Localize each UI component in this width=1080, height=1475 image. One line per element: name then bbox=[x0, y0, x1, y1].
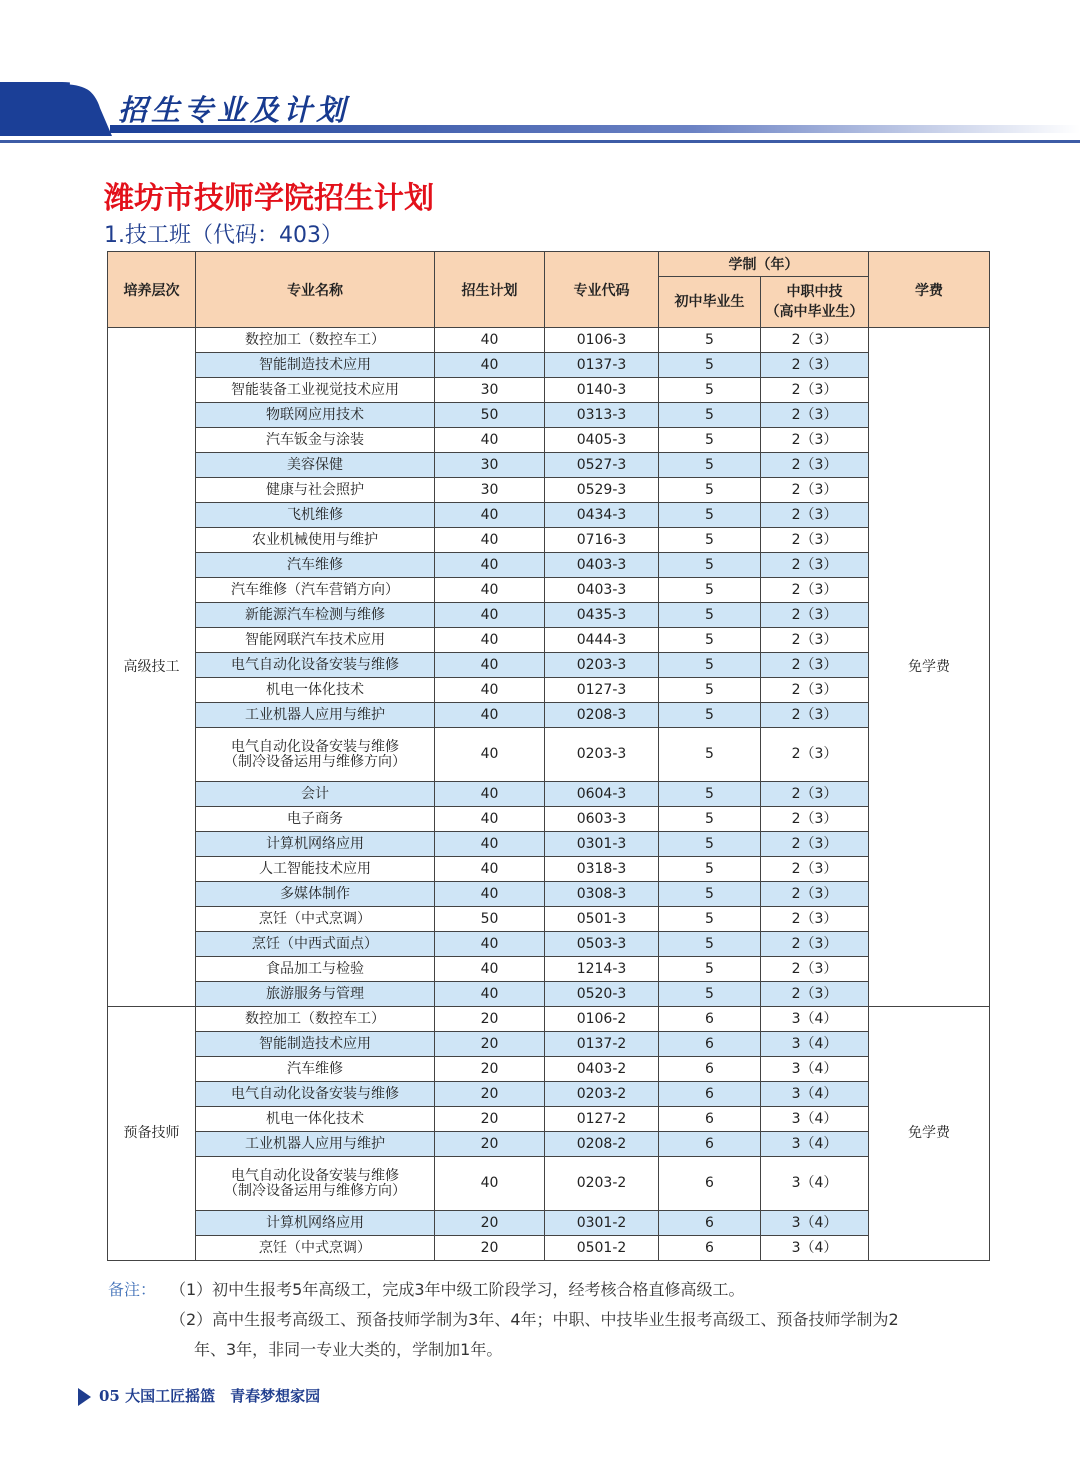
header-level: 培养层次 bbox=[108, 252, 196, 328]
senior-cell: 3（4） bbox=[761, 1082, 869, 1107]
table-row bbox=[108, 1082, 990, 1107]
plan-cell: 40 bbox=[435, 982, 545, 1007]
note-line-3: 年、3年，非同一专业大类的，学制加1年。 bbox=[194, 1340, 503, 1359]
major-name-cell bbox=[196, 728, 435, 782]
major-name: 工业机器人应用与维护 bbox=[245, 1135, 385, 1152]
junior-cell: 5 bbox=[659, 528, 761, 553]
major-name-cell bbox=[196, 328, 435, 353]
junior-cell: 5 bbox=[659, 353, 761, 378]
junior-cell: 5 bbox=[659, 428, 761, 453]
header-fee: 学费 bbox=[869, 252, 990, 328]
junior-cell: 5 bbox=[659, 703, 761, 728]
major-name-cell bbox=[196, 453, 435, 478]
junior-cell: 5 bbox=[659, 628, 761, 653]
table-row bbox=[108, 882, 990, 907]
major-name: 电子商务 bbox=[287, 810, 343, 827]
junior-cell: 6 bbox=[659, 1032, 761, 1057]
table-row bbox=[108, 1157, 990, 1211]
senior-cell: 3（4） bbox=[761, 1132, 869, 1157]
senior-cell: 2（3） bbox=[761, 857, 869, 882]
plan-cell: 40 bbox=[435, 782, 545, 807]
senior-cell: 2（3） bbox=[761, 478, 869, 503]
enrollment-plan-table bbox=[107, 251, 990, 1261]
senior-cell: 2（3） bbox=[761, 553, 869, 578]
major-name-cell bbox=[196, 1236, 435, 1261]
junior-cell: 5 bbox=[659, 907, 761, 932]
senior-cell: 2（3） bbox=[761, 528, 869, 553]
major-name-cell bbox=[196, 578, 435, 603]
plan-cell: 40 bbox=[435, 882, 545, 907]
senior-cell: 3（4） bbox=[761, 1107, 869, 1132]
table-row bbox=[108, 1211, 990, 1236]
major-name: 电气自动化设备安装与维修 bbox=[231, 1085, 399, 1102]
senior-cell: 2（3） bbox=[761, 703, 869, 728]
code-cell: 0520-3 bbox=[545, 982, 659, 1007]
plan-cell: 40 bbox=[435, 807, 545, 832]
level-cell: 预备技师 bbox=[108, 1007, 196, 1261]
major-name: 汽车维修（汽车营销方向） bbox=[231, 581, 399, 598]
major-name-cell bbox=[196, 1057, 435, 1082]
major-name-cell bbox=[196, 378, 435, 403]
code-cell: 0403-2 bbox=[545, 1057, 659, 1082]
major-name: 智能制造技术应用 bbox=[259, 1035, 371, 1052]
major-name: 计算机网络应用 bbox=[266, 835, 364, 852]
table-row bbox=[108, 378, 990, 403]
major-name: 汽车维修 bbox=[287, 1060, 343, 1077]
senior-cell: 2（3） bbox=[761, 932, 869, 957]
table-row bbox=[108, 328, 990, 353]
junior-cell: 5 bbox=[659, 603, 761, 628]
senior-cell: 2（3） bbox=[761, 982, 869, 1007]
plan-cell: 40 bbox=[435, 353, 545, 378]
plan-cell: 40 bbox=[435, 678, 545, 703]
senior-cell: 2（3） bbox=[761, 728, 869, 782]
major-name-cell bbox=[196, 882, 435, 907]
major-name: 多媒体制作 bbox=[280, 885, 350, 902]
code-cell: 0604-3 bbox=[545, 782, 659, 807]
code-cell: 1214-3 bbox=[545, 957, 659, 982]
major-name: 智能网联汽车技术应用 bbox=[245, 631, 385, 648]
code-cell: 0301-2 bbox=[545, 1211, 659, 1236]
header-major: 专业名称 bbox=[196, 252, 435, 328]
major-name: 智能制造技术应用 bbox=[259, 356, 371, 373]
major-name-direction: （制冷设备运用与维修方向） bbox=[224, 1182, 406, 1199]
table-row bbox=[108, 603, 990, 628]
senior-cell: 2（3） bbox=[761, 328, 869, 353]
table-row bbox=[108, 1236, 990, 1261]
code-cell: 0318-3 bbox=[545, 857, 659, 882]
table-row bbox=[108, 403, 990, 428]
table-row bbox=[108, 1107, 990, 1132]
code-cell: 0716-3 bbox=[545, 528, 659, 553]
plan-cell: 40 bbox=[435, 832, 545, 857]
major-name: 飞机维修 bbox=[287, 506, 343, 523]
code-cell: 0527-3 bbox=[545, 453, 659, 478]
code-cell: 0313-3 bbox=[545, 403, 659, 428]
major-name: 数控加工（数控车工） bbox=[245, 331, 385, 348]
footer-slogan: 大国工匠摇篮 青春梦想家园 bbox=[125, 1387, 321, 1405]
major-name: 机电一体化技术 bbox=[266, 1110, 364, 1127]
senior-cell: 3（4） bbox=[761, 1157, 869, 1211]
major-name-cell bbox=[196, 907, 435, 932]
senior-cell: 2（3） bbox=[761, 782, 869, 807]
major-name-cell bbox=[196, 678, 435, 703]
plan-cell: 20 bbox=[435, 1236, 545, 1261]
code-cell: 0208-2 bbox=[545, 1132, 659, 1157]
table-body bbox=[108, 328, 990, 1261]
notes-label: 备注： bbox=[108, 1280, 157, 1299]
major-name-cell bbox=[196, 503, 435, 528]
code-cell: 0203-2 bbox=[545, 1082, 659, 1107]
junior-cell: 5 bbox=[659, 932, 761, 957]
fee-cell: 免学费 bbox=[869, 1007, 990, 1261]
major-name: 人工智能技术应用 bbox=[259, 860, 371, 877]
plan-cell: 30 bbox=[435, 478, 545, 503]
major-name-cell bbox=[196, 1211, 435, 1236]
major-name: 烹饪（中西式面点） bbox=[252, 935, 378, 952]
code-cell: 0208-3 bbox=[545, 703, 659, 728]
triangle-icon bbox=[78, 1388, 91, 1406]
plan-cell: 30 bbox=[435, 378, 545, 403]
plan-cell: 40 bbox=[435, 1157, 545, 1211]
major-name: 旅游服务与管理 bbox=[266, 985, 364, 1002]
table-row bbox=[108, 453, 990, 478]
code-cell: 0405-3 bbox=[545, 428, 659, 453]
table-row bbox=[108, 982, 990, 1007]
code-cell: 0137-2 bbox=[545, 1032, 659, 1057]
major-name-cell bbox=[196, 1082, 435, 1107]
code-cell: 0603-3 bbox=[545, 807, 659, 832]
senior-cell: 2（3） bbox=[761, 807, 869, 832]
major-name: 电气自动化设备安装与维修 bbox=[231, 1167, 399, 1184]
plan-cell: 30 bbox=[435, 453, 545, 478]
junior-cell: 5 bbox=[659, 728, 761, 782]
major-name-cell bbox=[196, 478, 435, 503]
major-name-cell bbox=[196, 603, 435, 628]
major-name: 电气自动化设备安装与维修 bbox=[231, 656, 399, 673]
senior-cell: 2（3） bbox=[761, 503, 869, 528]
table-row bbox=[108, 832, 990, 857]
plan-cell: 20 bbox=[435, 1032, 545, 1057]
plan-cell: 40 bbox=[435, 932, 545, 957]
major-name-cell bbox=[196, 832, 435, 857]
major-name-cell bbox=[196, 857, 435, 882]
senior-cell: 3（4） bbox=[761, 1211, 869, 1236]
major-name: 机电一体化技术 bbox=[266, 681, 364, 698]
major-name-cell bbox=[196, 428, 435, 453]
senior-cell: 2（3） bbox=[761, 403, 869, 428]
major-name: 农业机械使用与维护 bbox=[252, 531, 378, 548]
major-name-cell bbox=[196, 703, 435, 728]
header-junior: 初中毕业生 bbox=[659, 277, 761, 328]
plan-cell: 40 bbox=[435, 428, 545, 453]
senior-cell: 2（3） bbox=[761, 832, 869, 857]
major-name-cell bbox=[196, 1107, 435, 1132]
table-row bbox=[108, 703, 990, 728]
plan-cell: 40 bbox=[435, 503, 545, 528]
major-name-direction: （制冷设备运用与维修方向） bbox=[224, 753, 406, 770]
table-row bbox=[108, 857, 990, 882]
junior-cell: 6 bbox=[659, 1132, 761, 1157]
major-name-cell bbox=[196, 1032, 435, 1057]
junior-cell: 5 bbox=[659, 982, 761, 1007]
table-row bbox=[108, 728, 990, 782]
plan-cell: 40 bbox=[435, 703, 545, 728]
plan-cell: 20 bbox=[435, 1211, 545, 1236]
senior-cell: 2（3） bbox=[761, 453, 869, 478]
page-footer bbox=[78, 1385, 320, 1406]
code-cell: 0503-3 bbox=[545, 932, 659, 957]
code-cell: 0137-3 bbox=[545, 353, 659, 378]
section-subtitle: 1.技工班（代码：403） bbox=[104, 223, 343, 248]
code-cell: 0403-3 bbox=[545, 553, 659, 578]
senior-cell: 3（4） bbox=[761, 1057, 869, 1082]
senior-cell: 2（3） bbox=[761, 603, 869, 628]
major-name: 计算机网络应用 bbox=[266, 1214, 364, 1231]
major-name-cell bbox=[196, 553, 435, 578]
table-row bbox=[108, 528, 990, 553]
junior-cell: 5 bbox=[659, 678, 761, 703]
junior-cell: 5 bbox=[659, 503, 761, 528]
junior-cell: 5 bbox=[659, 378, 761, 403]
code-cell: 0301-3 bbox=[545, 832, 659, 857]
table-row bbox=[108, 553, 990, 578]
junior-cell: 6 bbox=[659, 1107, 761, 1132]
major-name-cell bbox=[196, 653, 435, 678]
table-row bbox=[108, 1007, 990, 1032]
senior-cell: 2（3） bbox=[761, 882, 869, 907]
header-duration: 学制（年） bbox=[659, 252, 869, 277]
header-senior-line1: 中职中技 bbox=[786, 284, 843, 300]
junior-cell: 6 bbox=[659, 1007, 761, 1032]
table-row bbox=[108, 957, 990, 982]
major-name-cell bbox=[196, 403, 435, 428]
note-line-2: （2）高中生报考高级工、预备技师学制为3年、4年；中职、中技毕业生报考高级工、预备技师学制为2 bbox=[170, 1310, 899, 1329]
plan-cell: 20 bbox=[435, 1007, 545, 1032]
plan-cell: 50 bbox=[435, 907, 545, 932]
plan-cell: 40 bbox=[435, 553, 545, 578]
junior-cell: 5 bbox=[659, 807, 761, 832]
major-name: 汽车钣金与涂装 bbox=[266, 431, 364, 448]
plan-cell: 20 bbox=[435, 1057, 545, 1082]
section-header-title: 招生专业及计划 bbox=[118, 93, 350, 127]
junior-cell: 5 bbox=[659, 478, 761, 503]
table-row bbox=[108, 1057, 990, 1082]
major-name-cell bbox=[196, 807, 435, 832]
table-row bbox=[108, 653, 990, 678]
major-name: 烹饪（中式烹调） bbox=[259, 1239, 371, 1256]
junior-cell: 6 bbox=[659, 1211, 761, 1236]
code-cell: 0501-2 bbox=[545, 1236, 659, 1261]
code-cell: 0203-3 bbox=[545, 653, 659, 678]
major-name: 数控加工（数控车工） bbox=[245, 1010, 385, 1027]
plan-cell: 40 bbox=[435, 528, 545, 553]
plan-cell: 20 bbox=[435, 1107, 545, 1132]
plan-cell: 40 bbox=[435, 603, 545, 628]
table-row bbox=[108, 503, 990, 528]
senior-cell: 2（3） bbox=[761, 428, 869, 453]
table-row bbox=[108, 353, 990, 378]
code-cell: 0106-3 bbox=[545, 328, 659, 353]
plan-cell: 40 bbox=[435, 578, 545, 603]
major-name: 食品加工与检验 bbox=[266, 960, 364, 977]
senior-cell: 3（4） bbox=[761, 1236, 869, 1261]
plan-cell: 40 bbox=[435, 957, 545, 982]
junior-cell: 5 bbox=[659, 653, 761, 678]
junior-cell: 5 bbox=[659, 782, 761, 807]
major-name: 智能装备工业视觉技术应用 bbox=[231, 381, 399, 398]
junior-cell: 5 bbox=[659, 453, 761, 478]
plan-cell: 40 bbox=[435, 628, 545, 653]
table-row bbox=[108, 678, 990, 703]
table-row bbox=[108, 428, 990, 453]
code-cell: 0435-3 bbox=[545, 603, 659, 628]
major-name: 电气自动化设备安装与维修 bbox=[231, 738, 399, 755]
junior-cell: 5 bbox=[659, 857, 761, 882]
major-name-cell bbox=[196, 957, 435, 982]
senior-cell: 2（3） bbox=[761, 628, 869, 653]
plan-cell: 40 bbox=[435, 653, 545, 678]
major-name: 会计 bbox=[301, 785, 329, 802]
major-name-cell bbox=[196, 932, 435, 957]
code-cell: 0444-3 bbox=[545, 628, 659, 653]
junior-cell: 5 bbox=[659, 328, 761, 353]
major-name-cell bbox=[196, 1132, 435, 1157]
major-name-cell bbox=[196, 782, 435, 807]
senior-cell: 2（3） bbox=[761, 653, 869, 678]
table-row bbox=[108, 1032, 990, 1057]
table-row bbox=[108, 578, 990, 603]
senior-cell: 2（3） bbox=[761, 578, 869, 603]
junior-cell: 5 bbox=[659, 553, 761, 578]
table-row bbox=[108, 628, 990, 653]
major-name: 新能源汽车检测与维修 bbox=[245, 606, 385, 623]
major-name-cell bbox=[196, 528, 435, 553]
header-code: 专业代码 bbox=[545, 252, 659, 328]
major-name-cell bbox=[196, 982, 435, 1007]
code-cell: 0529-3 bbox=[545, 478, 659, 503]
code-cell: 0203-2 bbox=[545, 1157, 659, 1211]
table-row bbox=[108, 807, 990, 832]
senior-cell: 2（3） bbox=[761, 907, 869, 932]
note-line-1: （1）初中生报考5年高级工，完成3年中级工阶段学习，经考核合格直修高级工。 bbox=[170, 1280, 745, 1299]
junior-cell: 5 bbox=[659, 882, 761, 907]
plan-cell: 50 bbox=[435, 403, 545, 428]
junior-cell: 5 bbox=[659, 957, 761, 982]
table-row bbox=[108, 478, 990, 503]
header-plan: 招生计划 bbox=[435, 252, 545, 328]
major-name-cell bbox=[196, 353, 435, 378]
major-name-cell bbox=[196, 1157, 435, 1211]
plan-cell: 20 bbox=[435, 1132, 545, 1157]
fee-cell: 免学费 bbox=[869, 328, 990, 1007]
senior-cell: 2（3） bbox=[761, 378, 869, 403]
code-cell: 0434-3 bbox=[545, 503, 659, 528]
plan-cell: 40 bbox=[435, 857, 545, 882]
junior-cell: 5 bbox=[659, 578, 761, 603]
header-senior bbox=[761, 277, 869, 328]
senior-cell: 2（3） bbox=[761, 353, 869, 378]
code-cell: 0140-3 bbox=[545, 378, 659, 403]
table-row bbox=[108, 1132, 990, 1157]
code-cell: 0501-3 bbox=[545, 907, 659, 932]
junior-cell: 5 bbox=[659, 832, 761, 857]
senior-cell: 2（3） bbox=[761, 957, 869, 982]
header-senior-line2: （高中毕业生） bbox=[765, 304, 864, 320]
code-cell: 0127-2 bbox=[545, 1107, 659, 1132]
table-row bbox=[108, 932, 990, 957]
plan-cell: 40 bbox=[435, 728, 545, 782]
senior-cell: 2（3） bbox=[761, 678, 869, 703]
table-row bbox=[108, 907, 990, 932]
junior-cell: 6 bbox=[659, 1057, 761, 1082]
major-name: 健康与社会照护 bbox=[266, 481, 364, 498]
major-name: 美容保健 bbox=[287, 456, 343, 473]
page-number: 05 bbox=[99, 1387, 120, 1405]
code-cell: 0127-3 bbox=[545, 678, 659, 703]
senior-cell: 3（4） bbox=[761, 1032, 869, 1057]
senior-cell: 3（4） bbox=[761, 1007, 869, 1032]
code-cell: 0403-3 bbox=[545, 578, 659, 603]
major-name: 汽车维修 bbox=[287, 556, 343, 573]
junior-cell: 6 bbox=[659, 1236, 761, 1261]
plan-cell: 20 bbox=[435, 1082, 545, 1107]
table-row bbox=[108, 782, 990, 807]
level-cell: 高级技工 bbox=[108, 328, 196, 1007]
junior-cell: 6 bbox=[659, 1157, 761, 1211]
major-name: 物联网应用技术 bbox=[266, 406, 364, 423]
code-cell: 0106-2 bbox=[545, 1007, 659, 1032]
major-name: 工业机器人应用与维护 bbox=[245, 706, 385, 723]
junior-cell: 5 bbox=[659, 403, 761, 428]
code-cell: 0203-3 bbox=[545, 728, 659, 782]
junior-cell: 6 bbox=[659, 1082, 761, 1107]
plan-cell: 40 bbox=[435, 328, 545, 353]
page-title: 潍坊市技师学院招生计划 bbox=[104, 181, 434, 216]
major-name: 烹饪（中式烹调） bbox=[259, 910, 371, 927]
code-cell: 0308-3 bbox=[545, 882, 659, 907]
major-name-cell bbox=[196, 628, 435, 653]
major-name-cell bbox=[196, 1007, 435, 1032]
